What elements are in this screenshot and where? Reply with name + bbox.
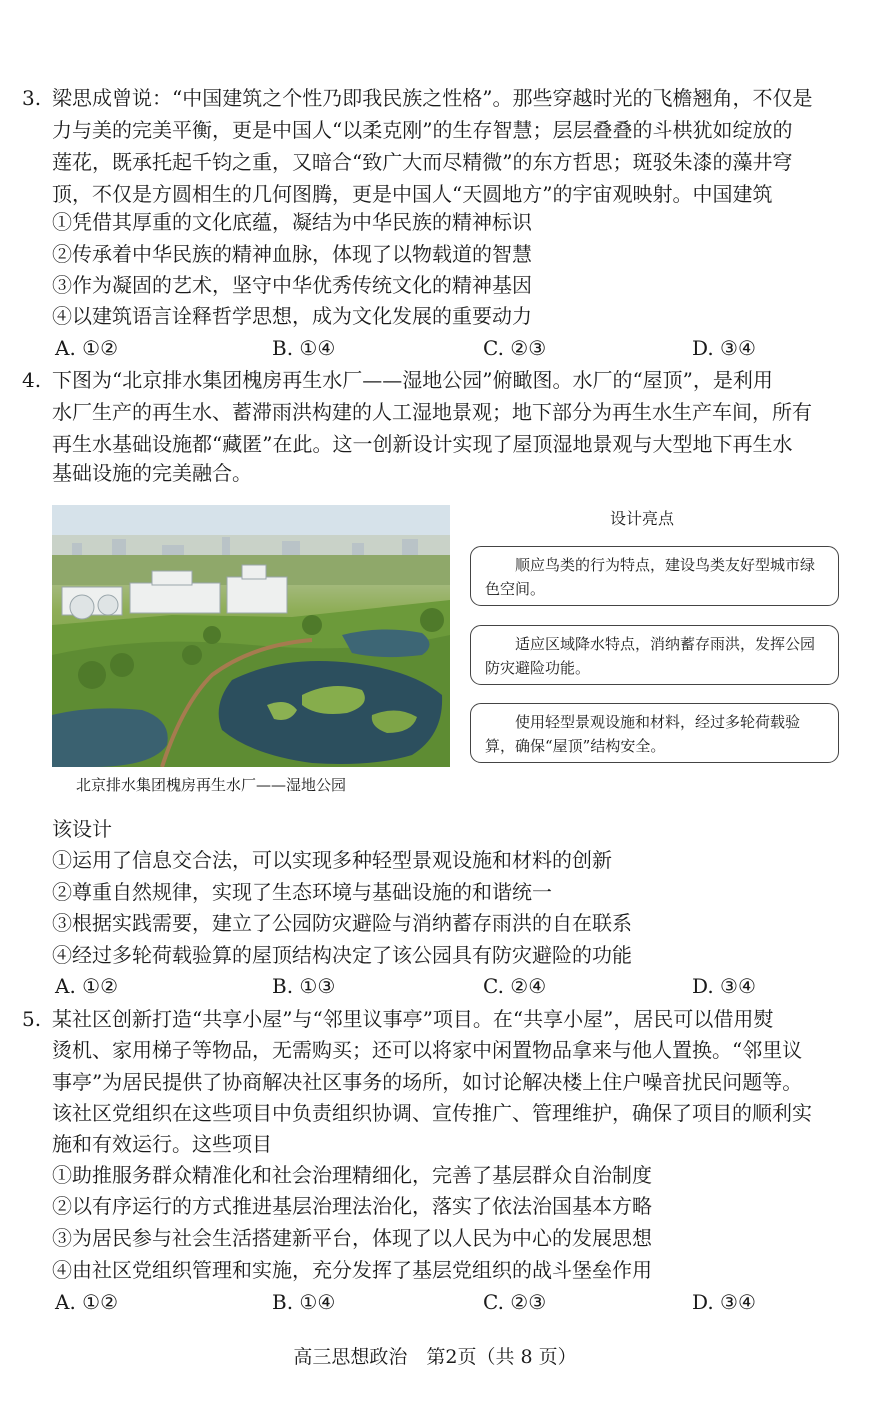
page-footer: 高三思想政治 第2页（共 8 页） <box>293 1346 577 1368</box>
choice-b: B. ①④ <box>272 1290 336 1314</box>
design-highlights-title: 设计亮点 <box>610 509 675 528</box>
design-point-box: 适应区域降水特点，消纳蓄存雨洪，发挥公园防灾避险功能。 <box>470 625 839 685</box>
choice-b: B. ①③ <box>272 974 336 998</box>
q3-stem-line: 顶，不仅是方圆相生的几何图腾，更是中国人“天圆地方”的宇宙观映射。中国建筑 <box>52 182 773 206</box>
q5-stem-line: 某社区创新打造“共享小屋”与“邻里议事亭”项目。在“共享小屋”，居民可以借用熨 <box>52 1007 774 1031</box>
choice-c: C. ②④ <box>483 974 547 998</box>
q4-option: ④经过多轮荷载验算的屋顶结构决定了该公园具有防灾避险的功能 <box>52 943 632 967</box>
q5-option: ④由社区党组织管理和实施，充分发挥了基层党组织的战斗堡垒作用 <box>52 1258 652 1282</box>
q4-option: ②尊重自然规律，实现了生态环境与基础设施的和谐统一 <box>52 880 552 904</box>
choice-b: B. ①④ <box>272 336 336 360</box>
choice-c: C. ②③ <box>483 336 547 360</box>
q5-stem-line: 事亭”为居民提供了协商解决社区事务的场所，如讨论解决楼上住户噪音扰民问题等。 <box>52 1070 803 1094</box>
choice-d: D. ③④ <box>692 336 756 360</box>
q3-stem-line: 力与美的完美平衡，更是中国人“以柔克刚”的生存智慧；层层叠叠的斗栱犹如绽放的 <box>52 118 793 142</box>
q3-stem-line: 梁思成曾说：“中国建筑之个性乃即我民族之性格”。那些穿越时光的飞檐翘角，不仅是 <box>52 86 813 110</box>
q4-stem-line: 基础设施的完美融合。 <box>52 461 252 485</box>
q4-option: ①运用了信息交合法，可以实现多种轻型景观设施和材料的创新 <box>52 848 612 872</box>
wetland-park-aerial-photo <box>52 505 450 767</box>
q5-option: ①助推服务群众精准化和社会治理精细化，完善了基层群众自治制度 <box>52 1163 652 1187</box>
q5-option: ③为居民参与社会生活搭建新平台，体现了以人民为中心的发展思想 <box>52 1226 652 1250</box>
q3-option: ③作为凝固的艺术，坚守中华优秀传统文化的精神基因 <box>52 273 532 297</box>
choice-c: C. ②③ <box>483 1290 547 1314</box>
q4-stem-line: 水厂生产的再生水、蓄滞雨洪构建的人工湿地景观；地下部分为再生水生产车间，所有 <box>52 400 812 424</box>
q3-option: ④以建筑语言诠释哲学思想，成为文化发展的重要动力 <box>52 304 532 328</box>
choice-a: A. ①② <box>55 1290 119 1314</box>
q3-stem-line: 莲花，既承托起千钧之重，又暗合“致广大而尽精微”的东方哲思；斑驳朱漆的藻井穹 <box>52 150 793 174</box>
q3-option: ②传承着中华民族的精神血脉，体现了以物载道的智慧 <box>52 242 532 266</box>
q5-stem-line: 该社区党组织在这些项目中负责组织协调、宣传推广、管理维护，确保了项目的顺利实 <box>52 1101 812 1125</box>
question-number: 5. <box>22 1007 42 1031</box>
q3-option: ①凭借其厚重的文化底蕴，凝结为中华民族的精神标识 <box>52 210 532 234</box>
q5-stem-line: 施和有效运行。这些项目 <box>52 1132 272 1156</box>
q4-stem-line: 再生水基础设施都“藏匿”在此。这一创新设计实现了屋顶湿地景观与大型地下再生水 <box>52 432 793 456</box>
choice-d: D. ③④ <box>692 974 756 998</box>
photo-caption: 北京排水集团槐房再生水厂——湿地公园 <box>76 776 347 794</box>
design-point-box: 使用轻型景观设施和材料，经过多轮荷载验算，确保“屋顶”结构安全。 <box>470 703 839 763</box>
choice-a: A. ①② <box>55 974 119 998</box>
choice-d: D. ③④ <box>692 1290 756 1314</box>
question-number: 3. <box>22 86 42 110</box>
q5-option: ②以有序运行的方式推进基层治理法治化，落实了依法治国基本方略 <box>52 1194 652 1218</box>
q4-lead: 该设计 <box>52 817 112 841</box>
design-point-box: 顺应鸟类的行为特点，建设鸟类友好型城市绿色空间。 <box>470 546 839 606</box>
q5-stem-line: 烫机、家用梯子等物品，无需购买；还可以将家中闲置物品拿来与他人置换。“邻里议 <box>52 1038 803 1062</box>
q4-option: ③根据实践需要，建立了公园防灾避险与消纳蓄存雨洪的自在联系 <box>52 911 632 935</box>
q4-stem-line: 下图为“北京排水集团槐房再生水厂——湿地公园”俯瞰图。水厂的“屋顶”，是利用 <box>52 368 773 392</box>
choice-a: A. ①② <box>55 336 119 360</box>
question-number: 4. <box>22 368 42 392</box>
